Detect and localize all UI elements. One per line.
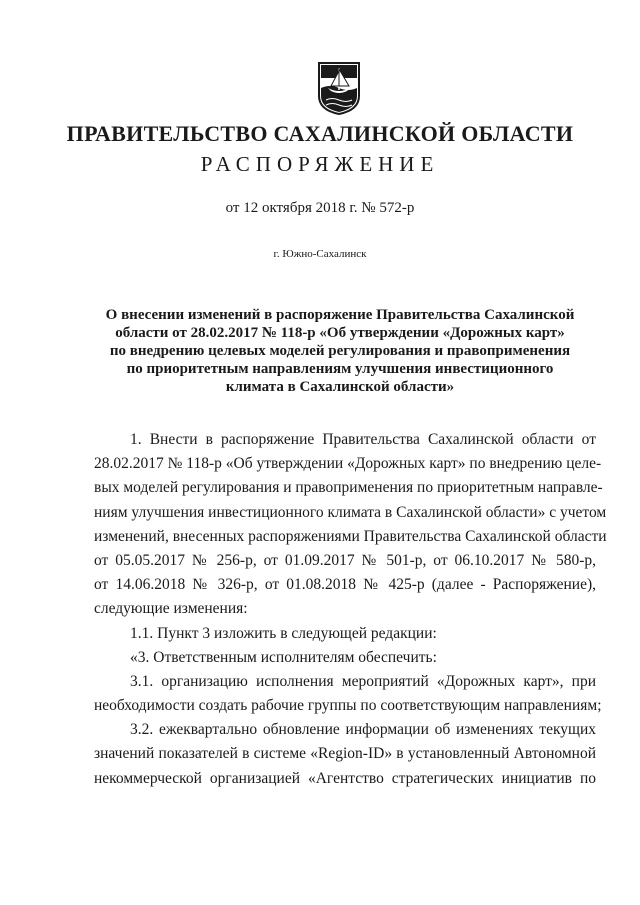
coat-of-arms-icon	[316, 60, 362, 116]
body-line: значений показателей в системе «Region-ID» в установленный Автономной	[94, 745, 596, 763]
document-date-number: от 12 октября 2018 г. № 572-р	[225, 200, 415, 216]
subject-line: О внесении изменений в распоряжение Правительства Сахалинской	[105, 307, 575, 323]
document-subject	[95, 306, 585, 396]
body-line: некоммерческой организацией «Агентство стратегических инициатив по	[94, 769, 596, 787]
body-line: 1. Внести в распоряжение Правительства Сахалинской области от	[130, 431, 596, 448]
document-body	[94, 428, 607, 791]
body-line: «3. Ответственным исполнителям обеспечить:	[130, 648, 437, 666]
subject-line: области от 28.02.2017 № 118-р «Об утверждении «Дорожных карт»	[115, 325, 565, 341]
body-line: 3.1. организацию исполнения мероприятий «Дорожных карт», при	[130, 672, 596, 690]
body-line: необходимости создать рабочие группы по соответствующим направлениям;	[94, 697, 602, 715]
body-line: от 14.06.2018 № 326-р, от 01.08.2018 № 425-р (далее - Распоряжение),	[94, 576, 596, 594]
body-line: 3.2. ежеквартально обновление информации об изменениях текущих	[130, 721, 596, 739]
body-line: следующие изменения:	[94, 600, 248, 618]
subject-line: климата в Сахалинской области»	[225, 379, 455, 395]
body-line: изменений, внесенных распоряжениями Правительства Сахалинской области	[94, 527, 607, 545]
organization-title: ПРАВИТЕЛЬСТВО САХАЛИНСКОЙ ОБЛАСТИ	[66, 121, 574, 146]
subject-line: по внедрению целевых моделей регулирования и правоприменения	[109, 343, 571, 359]
body-line: ниям улучшения инвестиционного климата в Сахалинской области» с учетом	[94, 503, 607, 521]
body-line: 28.02.2017 № 118-р «Об утверждении «Дорожных карт» по внедрению целе-	[94, 455, 602, 473]
document-city: г. Южно-Сахалинск	[273, 248, 367, 260]
body-line: 1.1. Пункт 3 изложить в следующей редакции:	[130, 624, 437, 642]
subject-line: по приоритетным направлениям улучшения инвестиционного	[126, 361, 554, 377]
document-type: РАСПОРЯЖЕНИЕ	[200, 152, 440, 176]
body-line: вых моделей регулирования и правоприменения по приоритетным направле-	[94, 479, 603, 497]
body-line: от 05.05.2017 № 256-р, от 01.09.2017 № 501-р, от 06.10.2017 № 580-р,	[94, 551, 596, 569]
